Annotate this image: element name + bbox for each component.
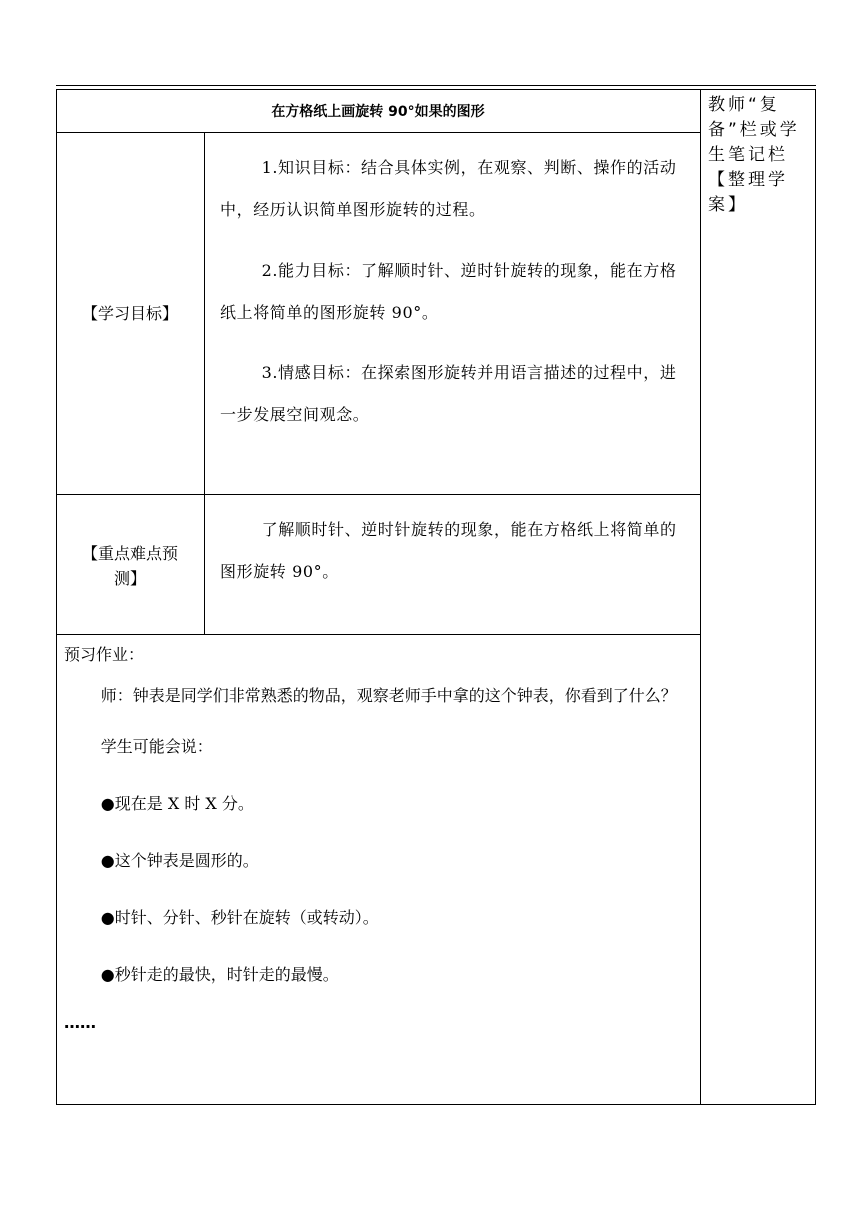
objective-emotion: 3.情感目标：在探索图形旋转并用语言描述的过程中，进一步发展空间观念。: [220, 363, 677, 424]
objectives-label: 【学习目标】: [81, 304, 178, 323]
objective-knowledge: 1.知识目标：结合具体实例，在观察、判断、操作的活动中，经历认识简单图形旋转的过程。: [220, 158, 677, 219]
homework-heading: 预习作业：: [64, 645, 145, 664]
students-intro: 学生可能会说：: [100, 737, 213, 756]
answer-item: ●现在是 X 时 X 分。: [100, 794, 254, 813]
lesson-table: [56, 89, 816, 1105]
header-rule: [56, 85, 816, 86]
side-column-border: [700, 89, 816, 1105]
homework-section: [64, 636, 696, 1043]
objectives-divider: [56, 494, 701, 495]
teacher-question: 师：钟表是同学们非常熟悉的物品，观察老师手中拿的这个钟表，你看到了什么？: [100, 686, 677, 705]
ellipsis: ……: [64, 1013, 96, 1032]
difficulty-text: 了解顺时针、逆时针旋转的现象，能在方格纸上将简单的图形旋转 90°。: [220, 520, 677, 581]
difficulty-label: 【重点难点预测】: [81, 544, 178, 588]
answer-item: ●秒针走的最快，时针走的最慢。: [100, 965, 339, 984]
answer-item: ●这个钟表是圆形的。: [100, 851, 259, 870]
difficulty-divider: [56, 634, 701, 635]
objective-ability: 2.能力目标：了解顺时针、逆时针旋转的现象，能在方格纸上将简单的图形旋转 90°。: [220, 261, 677, 322]
lesson-title: 在方格纸上画旋转 90°如果的图形: [271, 104, 485, 120]
side-note: 教师“复备”栏或学生笔记栏【整理学案】: [708, 95, 800, 215]
label-divider: [204, 132, 205, 635]
answer-item: ●时针、分针、秒针在旋转（或转动）。: [100, 908, 379, 927]
